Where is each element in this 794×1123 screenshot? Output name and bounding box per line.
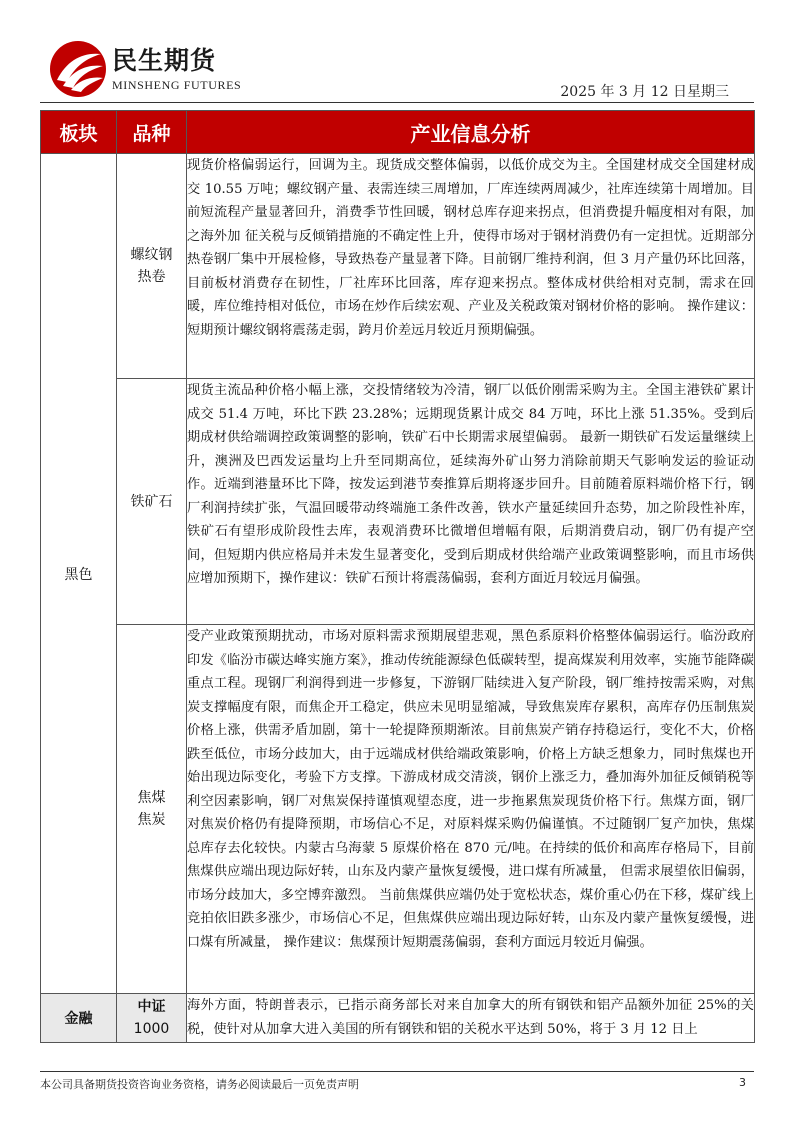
report-date: 2025 年 3 月 12 日星期三 (560, 84, 729, 100)
table-row (41, 994, 755, 1043)
analysis-text-csi1000: 海外方面，特朗普表示，已指示商务部长对来自加拿大的所有钢铁和铝产品额外加征 25%的关税，使针对从加拿大进入美国的所有钢铁和铝的关税水平达到 50%，将于 3 月 12 日上 (187, 994, 755, 1043)
product-label-line2: 热卷 (137, 269, 166, 285)
footer-rule (40, 1071, 754, 1072)
analysis-table (40, 110, 755, 1043)
product-label-line1: 焦煤 (137, 790, 166, 806)
col-header-analysis: 产业信息分析 (187, 111, 755, 154)
page-footer (40, 1076, 754, 1092)
sector-cell-finance: 金融 (41, 994, 117, 1043)
product-cell-csi1000 (117, 994, 187, 1043)
analysis-text-rebar: 现货价格偏弱运行，回调为主。现货成交整体偏弱，以低价成交为主。全国建材成交全国建材成交 10.55 万吨；螺纹钢产量、表需连续三周增加，厂库连续两周减少，社库连续第十周增加。目前短流程产量显著回升，消费季节性回暖，钢材总库存迎来拐点，但消费提升幅度相对有限，加之海外加 征关税与反倾销措施的不确定性上升，使得市场对于钢材消费仍有一定担忧。近期部分热卷钢厂集中开展检修，导致热卷产量显著下降。目前钢厂维持利润，但 3 月产量仍环比回落，目前板材消费存在韧性，厂社库环比回落，库存迎来拐点。整体成材供给相对克制，需求在回暖，库位维持相对低位，市场在炒作后续宏观、产业及关税政策对钢材价格的影响。 操作建议：短期预计螺纹钢将震荡走弱，跨月价差远月较近月预期偏强。 (187, 154, 755, 379)
table-row (41, 154, 755, 379)
table-header-row (41, 111, 755, 154)
col-header-product: 品种 (117, 111, 187, 154)
page-number: 3 (739, 1076, 746, 1089)
header-rule (40, 102, 754, 103)
footer-disclaimer: 本公司具备期货投资咨询业务资格，请务必阅读最后一页免责声明 (40, 1078, 359, 1091)
product-cell-coking-coal (117, 625, 187, 994)
table-row (41, 379, 755, 625)
sector-cell-black: 黑色 (41, 154, 117, 994)
product-label-line1: 中证 (137, 999, 166, 1015)
analysis-text-coking-coal: 受产业政策预期扰动，市场对原料需求预期展望悲观，黑色系原料价格整体偏弱运行。临汾政府印发《临汾市碳达峰实施方案》，推动传统能源绿色低碳转型，提高煤炭利用效率，实施节能降碳重点工程。现钢厂利润得到进一步修复，下游钢厂陆续进入复产阶段，钢厂维持按需采购，对焦炭支撑幅度有限，而焦企开工稳定，供应未见明显缩减，导致焦炭库存累积，高库存仍压制焦炭价格上涨，供需矛盾加剧，第十一轮提降预期渐浓。目前焦炭产销存持稳运行，变化不大，价格跌至低位，市场分歧加大，由于远端成材供给端政策影响，价格上方缺乏想象力，同时焦煤也开始出现边际变化，考验下方支撑。下游成材成交清淡，钢价上涨乏力，叠加海外加征反倾销税等利空因素影响，钢厂对焦炭保持谨慎观望态度，进一步拖累焦炭现货价格下行。焦煤方面，钢厂对焦炭价格仍有提降预期，市场信心不足，对原料煤采购仍偏谨慎。不过随钢厂复产加快，焦煤总库存去化较快。内蒙古乌海蒙 5 原煤价格在 870 元/吨。在持续的低价和高库存格局下，目前焦煤供应端出现边际好转，山东及内蒙产量恢复缓慢，进口煤有所减量， 但需求展望依旧偏弱，市场分歧加大，多空博弈激烈。 当前焦煤供应端仍处于宽松状态，煤价重心仍在下移，煤矿线上竞拍依旧跌多涨少，市场信心不足，但焦煤供应端出现边际好转，山东及内蒙产量恢复缓慢，进口煤有所减量， 操作建议：焦煤预计短期震荡偏弱，套利方面远月较近月偏强。 (187, 625, 755, 994)
minsheng-logo-icon (49, 40, 107, 98)
product-label-line1: 螺纹钢 (130, 247, 173, 263)
page-header (0, 0, 794, 105)
table-row (41, 625, 755, 994)
product-cell-iron-ore (117, 379, 187, 625)
col-header-sector: 板块 (41, 111, 117, 154)
product-cell-rebar (117, 154, 187, 379)
brand-name-cn: 民生期货 (112, 46, 217, 75)
analysis-text-iron-ore: 现货主流品种价格小幅上涨，交投情绪较为冷清，钢厂以低价刚需采购为主。全国主港铁矿累计成交 51.4 万吨，环比下跌 23.28%；远期现货累计成交 84 万吨，环比上涨 51.35%。受到后期成材供给端调控政策调整的影响，铁矿石中长期需求展望偏弱。 最新一期铁矿石发运量继续上升，澳洲及巴西发运量均上升至同期高位，延续海外矿山努力消除前期天气影响发运的验证动作。近端到港量环比下降，按发运到港节奏推算后期将逐步回升。目前随着原料端价格下行，钢厂利润持续扩张，气温回暖带动终端施工条件改善，铁水产量延续回升态势，加之阶段性补库，铁矿石有望形成阶段性去库，表观消费环比微增但增幅有限，后期消费启动，钢厂仍有提产空间，但短期内供应格局并未发生显著变化，受到后期成材供给端产业政策调整影响，而且市场供应增加预期下，操作建议：铁矿石预计将震荡偏弱，套利方面近月较远月偏强。 (187, 379, 755, 625)
product-label-line1: 铁矿石 (130, 493, 173, 510)
product-label-line2: 焦炭 (137, 812, 166, 828)
product-label-line2: 1000 (133, 1021, 170, 1037)
brand-name-en: MINSHENG FUTURES (112, 78, 242, 92)
